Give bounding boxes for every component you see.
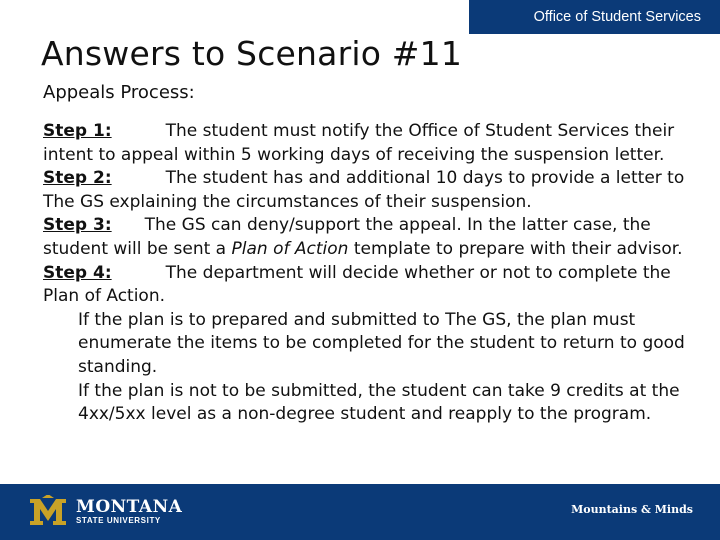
footer-tagline: Mountains & Minds [571, 503, 693, 516]
step-4-label: Step 4: [43, 262, 112, 283]
note-2 [43, 380, 693, 427]
note-1-text: If the plan is to prepared and submitted to The GS, the plan must enumerate the items to be completed for the student to return to good standing. [78, 309, 685, 377]
step-3 [43, 214, 693, 261]
slide-subtitle: Appeals Process: [43, 82, 195, 103]
step-2-label: Step 2: [43, 168, 112, 189]
step-1 [43, 120, 693, 167]
slide-body [43, 120, 693, 427]
step-1-label: Step 1: [43, 121, 112, 141]
slide-title: Answers to Scenario #11 [41, 34, 463, 73]
note-2-text: If the plan is not to be submitted, the student can take 9 credits at the 4xx/5xx level as a non-degree student and reapply to the program. [78, 380, 680, 425]
step-2-text: The student has and additional 10 days to provide a letter to The GS explaining the circumstances of their suspension. [43, 168, 685, 212]
logo-wordmark: MONTANA [76, 497, 183, 517]
step-3-text-end: template to prepare with their advisor. [348, 238, 683, 259]
logo-subtitle: STATE UNIVERSITY [76, 516, 161, 525]
msu-m-logo-icon [28, 495, 68, 529]
step-3-text: The GS can deny/support the appeal. In the latter case, the student will be sent a [43, 215, 651, 259]
step-3-label: Step 3: [43, 215, 112, 236]
step-2 [43, 167, 693, 214]
header-bar [469, 0, 720, 34]
note-1 [43, 309, 693, 380]
step-4 [43, 262, 693, 309]
office-label: Office of Student Services [533, 9, 701, 25]
step-3-emphasis: Plan of Action [231, 238, 349, 259]
step-4-text: The department will decide whether or not to complete the Plan of Action. [43, 262, 671, 307]
step-1-text: The student must notify the Office of Student Services their intent to appeal within 5 working days of receiving the suspension letter. [43, 121, 675, 165]
